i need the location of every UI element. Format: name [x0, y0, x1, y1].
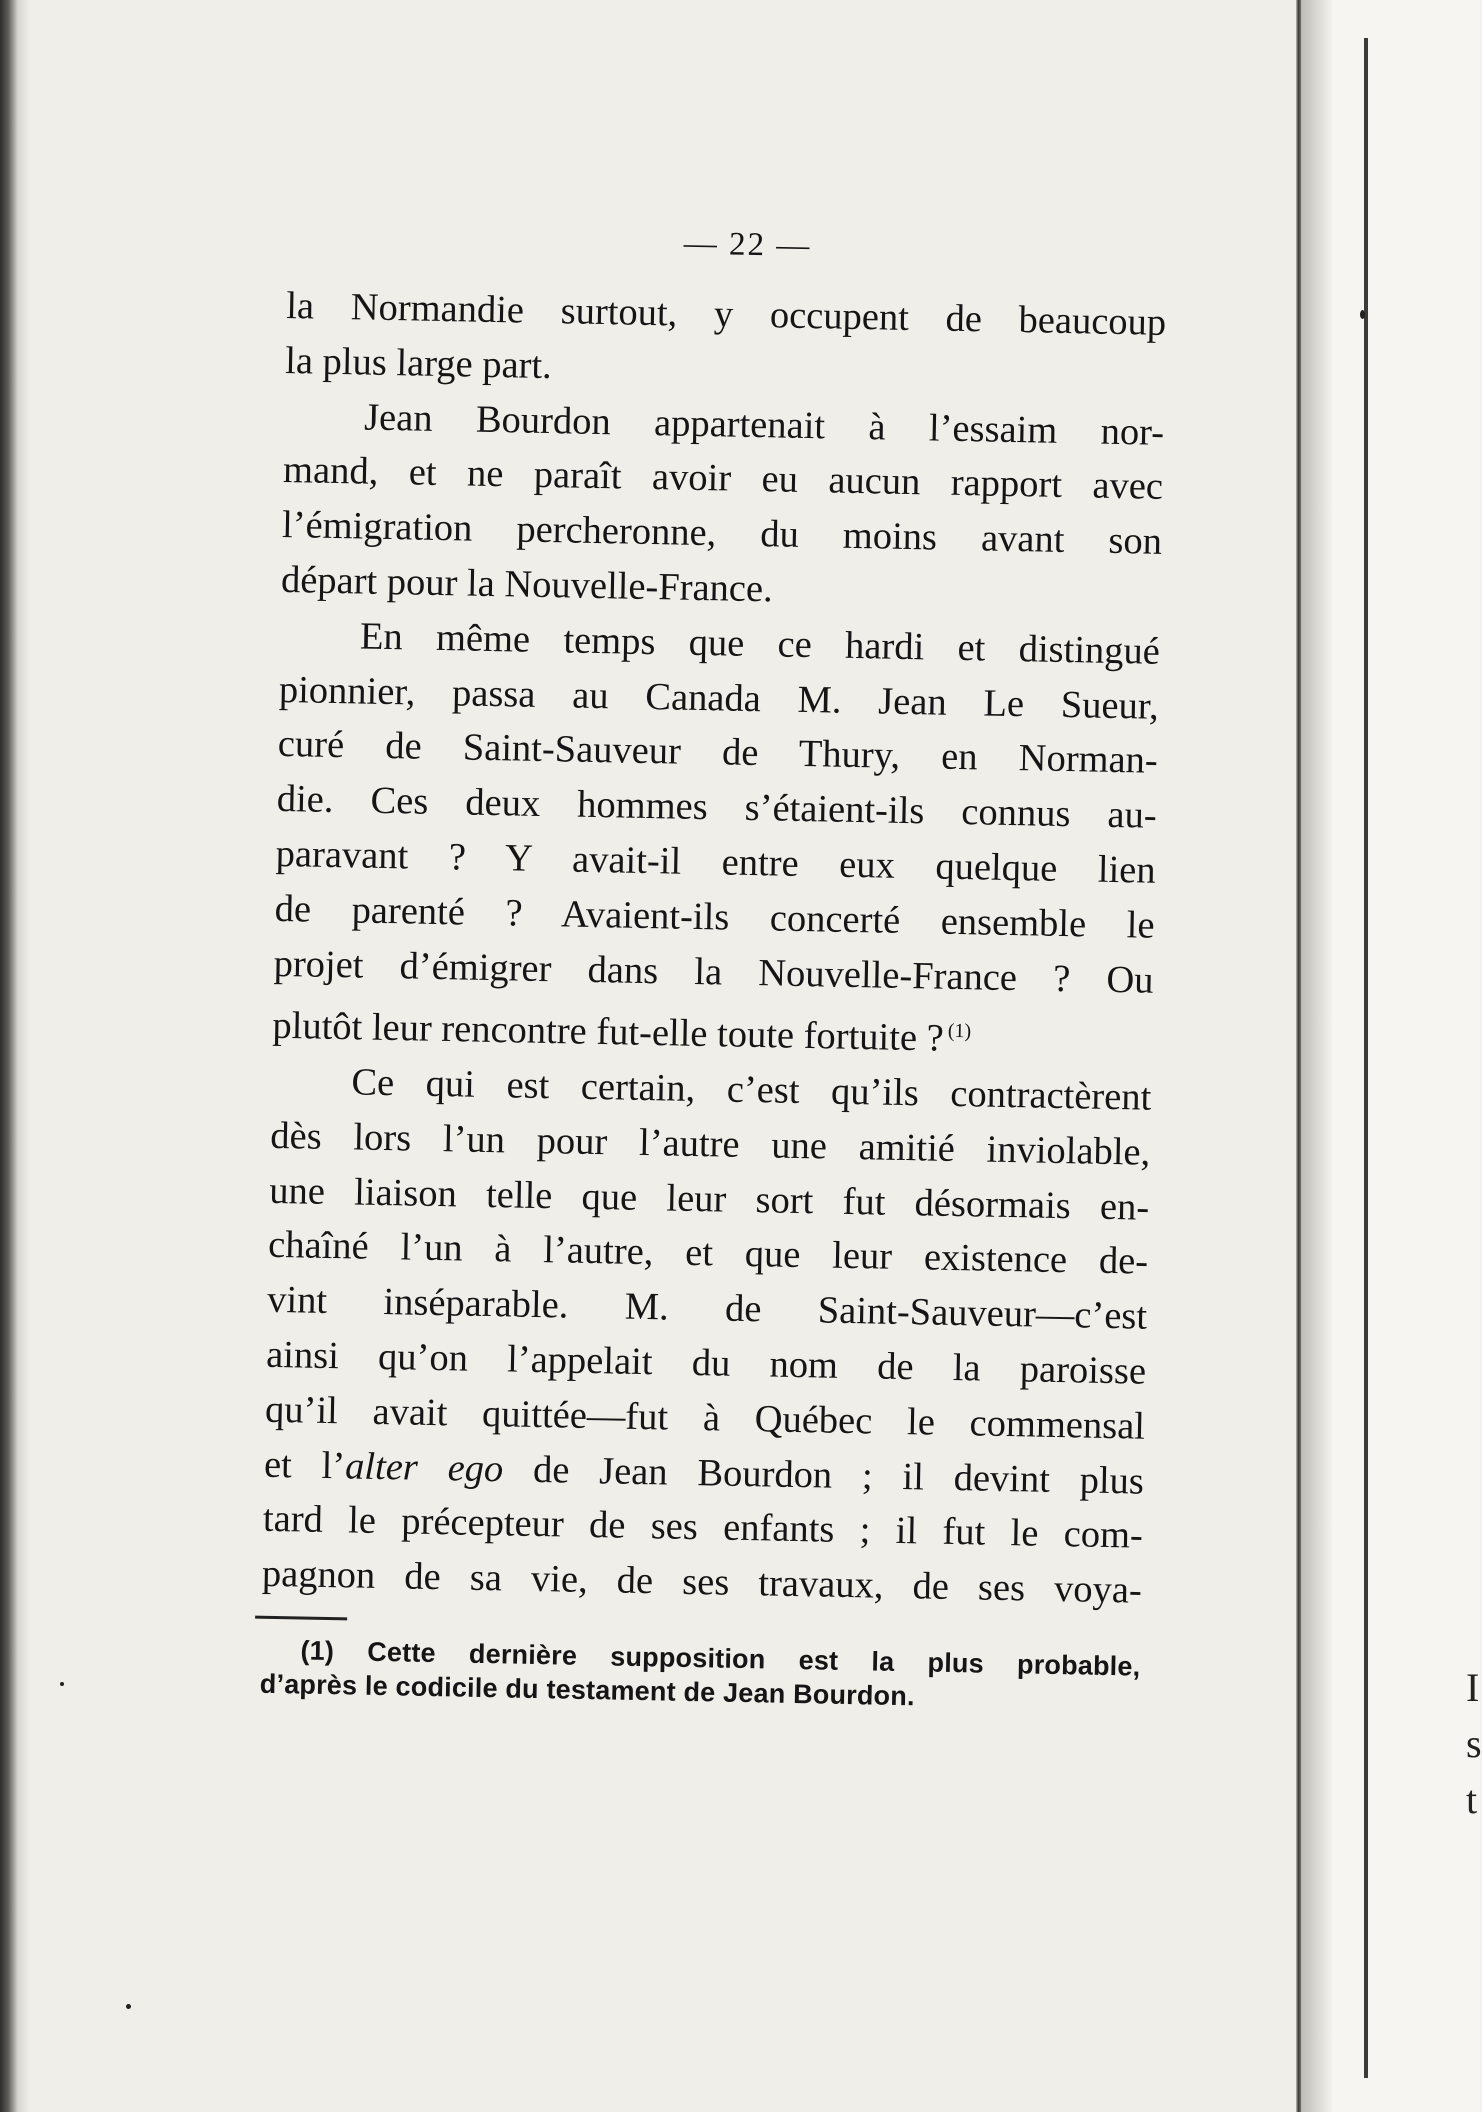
next-page-letter: I [1466, 1665, 1480, 1710]
left-book-edge [0, 0, 30, 2112]
next-page-letters [1466, 1660, 1480, 1828]
text-line: mand, et ne paraît avoir eu aucun rapport avec [282, 449, 1164, 509]
text-line: chaîné l’un à l’autre, et que leur existence de- [267, 1224, 1149, 1284]
scan-speck [1360, 310, 1365, 319]
next-page-edge-rule [1364, 38, 1368, 2078]
text-line: curé de Saint-Sauveur de Thury, en Norman- [277, 723, 1159, 783]
footnote-line: (1) Cette dernière supposition est la plus probable, [300, 1635, 1141, 1682]
italic-phrase: alter ego [344, 1444, 504, 1490]
text-line: pagnon de sa vie, de ses travaux, de ses voya- [261, 1552, 1143, 1612]
text-line: pionnier, passa au Canada M. Jean Le Sueur, [278, 668, 1160, 728]
text-line: la Normandie surtout, y occupent de beaucoup [285, 284, 1167, 344]
text-line: ainsi qu’on l’appelait du nom de la paroisse [265, 1333, 1147, 1393]
text-line: En même temps que ce hardi et distingué [359, 615, 1161, 673]
text-line: paravant ? Y avait-il entre eux quelque lien [275, 832, 1157, 892]
text-line: vint inséparable. M. de Saint-Sauveur—c’est [266, 1278, 1148, 1338]
text-line: et l’alter ego de Jean Bourdon ; il devint plus [263, 1443, 1145, 1503]
next-page-letter: s [1466, 1721, 1482, 1766]
text-line: plutôt leur rencontre fut-elle toute fortuite ? [272, 1005, 945, 1060]
footnote-line: d’après le codicile du testament de Jean Bourdon. [259, 1668, 915, 1712]
text-line: dès lors l’un pour l’autre une amitié inviolable, [269, 1114, 1151, 1174]
footnote-divider [255, 1616, 347, 1621]
text-line: Jean Bourdon appartenait à l’essaim nor- [363, 396, 1165, 454]
next-page-strip [1332, 0, 1480, 2112]
next-page-letter: t [1466, 1777, 1478, 1822]
text-line: de parenté ? Avaient-ils concerté ensemble le [274, 887, 1155, 947]
body-text [261, 279, 1166, 1619]
text-line: projet d’émigrer dans la Nouvelle-France ? Ou [273, 942, 1154, 1002]
footnote-reference[interactable]: (1) [947, 1020, 972, 1043]
scan-speck [126, 2004, 131, 2009]
text-line: l’émigration percheronne, du moins avant son [281, 504, 1163, 564]
text-line: la plus large part. [284, 339, 553, 387]
text-line: une liaison telle que leur sort fut désormais en- [268, 1169, 1150, 1229]
text-line: qu’il avait quittée—fut à Québec le commensal [264, 1388, 1146, 1448]
text-line: départ pour la Nouvelle-France. [280, 558, 774, 611]
text-line: die. Ces deux hommes s’étaient-ils connus au- [276, 778, 1158, 837]
text-line: Ce qui est certain, c’est qu’ils contractèrent [351, 1061, 1152, 1119]
scan-speck [60, 1682, 64, 1686]
book-page [260, 218, 1168, 1718]
page-gutter-shadow [1302, 0, 1332, 2112]
text-line: tard le précepteur de ses enfants ; il fut le com- [262, 1498, 1144, 1558]
page-number: — 22 — [683, 225, 812, 265]
